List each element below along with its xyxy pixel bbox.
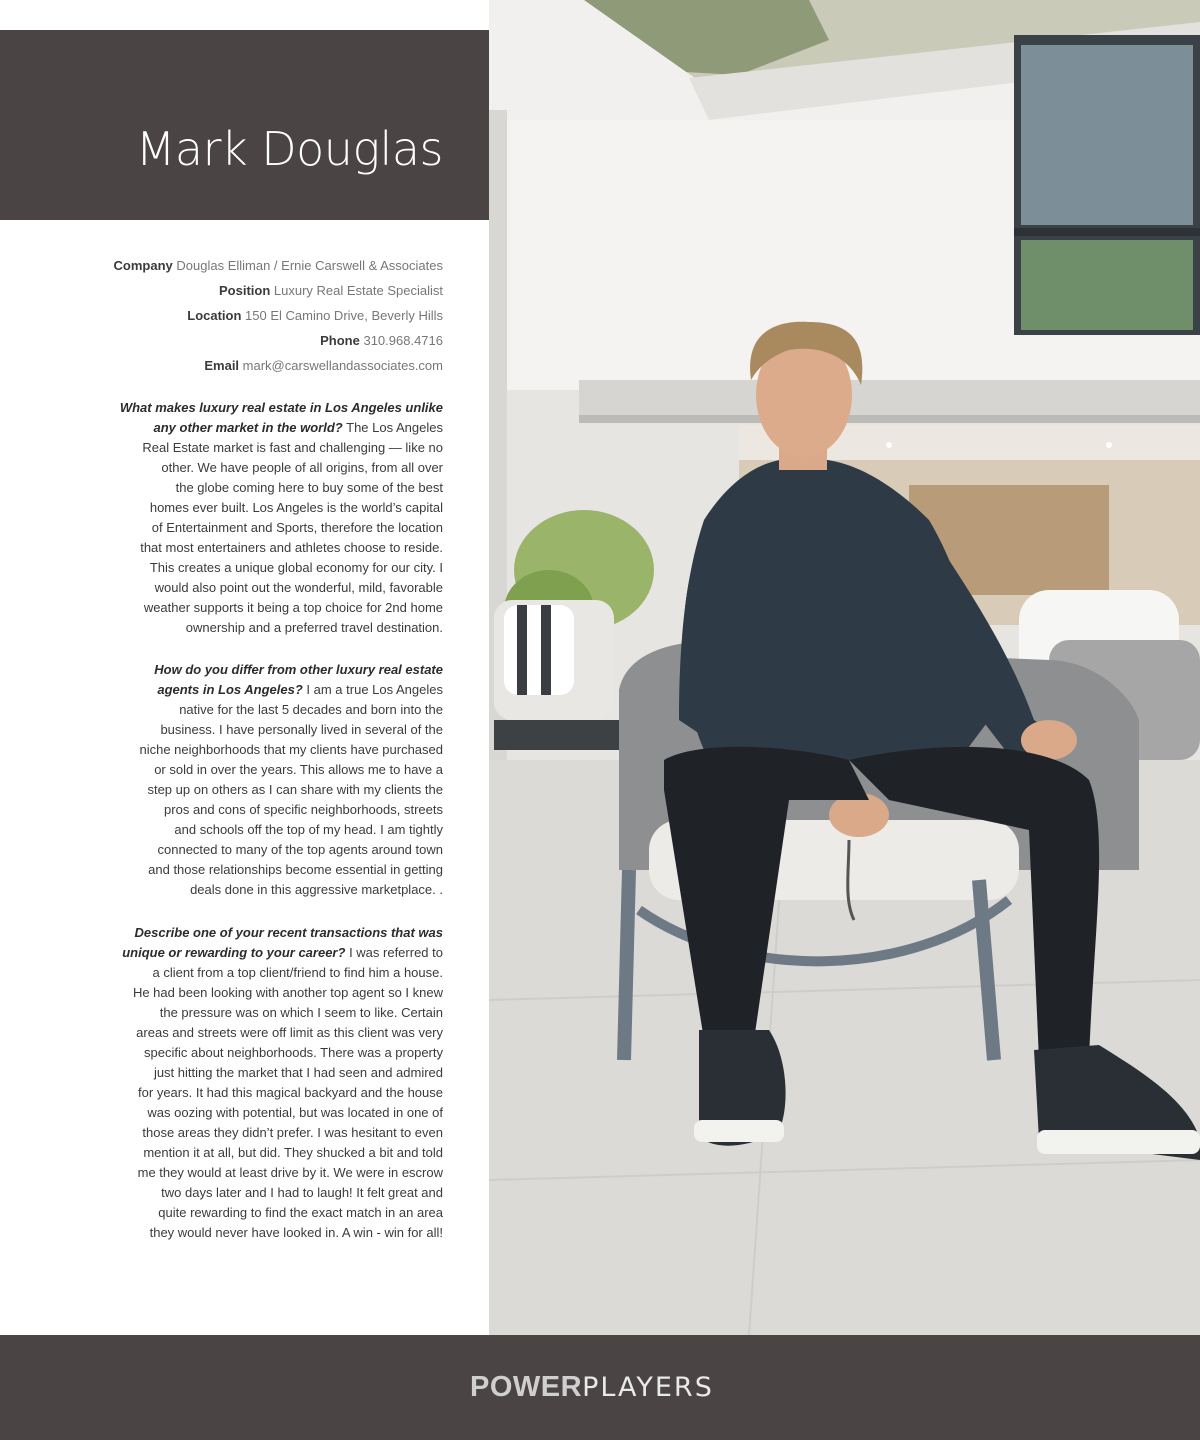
answer-line: specific about neighborhoods. There was a property: [144, 1045, 443, 1060]
answer-line: weather supports it being a top choice for 2nd home: [143, 600, 443, 615]
contact-block: [60, 253, 443, 378]
answer-line: ownership and a preferred travel destination.: [185, 620, 443, 635]
answer-line: step up on others as I can share with my clients the: [147, 782, 443, 797]
answer-line: those areas they didn’t prefer. I was hesitant to even: [142, 1125, 443, 1140]
contact-label: Company: [113, 258, 173, 273]
answer-line: they would never have looked in. A win - win for all!: [149, 1225, 443, 1240]
answer-line: mention it at all, but did. They shucked a bit and told: [143, 1145, 443, 1160]
question-answer-line: [60, 418, 443, 438]
profile-name: Mark Douglas: [135, 122, 443, 176]
qa-block-3: [60, 923, 443, 1243]
contact-label: Email: [204, 358, 240, 373]
qa-block-1: [60, 398, 443, 638]
answer-line: the globe coming here to buy some of the best: [175, 480, 443, 495]
logo-light: PLAYERS: [582, 1372, 714, 1403]
answer-line: native for the last 5 decades and born into the: [179, 702, 443, 717]
contact-label: Position: [219, 283, 271, 298]
contact-location: [60, 303, 443, 328]
power-players-logo: [470, 1372, 714, 1403]
answer-line: that most entertainers and athletes choose to reside.: [140, 540, 443, 555]
answer-line: would also point out the wonderful, mild, favorable: [154, 580, 443, 595]
answer-line: This creates a unique global economy for our city. I: [149, 560, 443, 575]
contact-label: Location: [187, 308, 242, 323]
answer-line: connected to many of the top agents around town: [157, 842, 443, 857]
answer-line: other. We have people of all origins, from all over: [161, 460, 443, 475]
logo-bold: POWER: [470, 1371, 583, 1403]
portrait-photo: [489, 0, 1200, 1335]
name-banner: [0, 30, 489, 220]
answer-line: pros and cons of specific neighborhoods, streets: [164, 802, 443, 817]
answer-line: deals done in this aggressive marketplace. .: [190, 882, 443, 897]
answer-line: Real Estate market is fast and challenging — like no: [142, 440, 443, 455]
profile-column: [0, 0, 489, 1335]
answer-line: me they would at least drive by it. We were in escrow: [137, 1165, 443, 1180]
question-line: agents in Los Angeles?: [157, 682, 303, 697]
contact-phone: [60, 328, 443, 353]
contact-value: Luxury Real Estate Specialist: [273, 283, 443, 298]
qa-block-2: [60, 660, 443, 900]
question-line: any other market in the world?: [153, 420, 343, 435]
answer-line: and those relationships become essential in getting: [148, 862, 443, 877]
answer-line: was oozing with potential, but was located in one of: [147, 1105, 443, 1120]
answer-line: homes ever built. Los Angeles is the world’s capital: [149, 500, 443, 515]
answer-line: He had been looking with another top agent so I knew: [132, 985, 443, 1000]
question-line: unique or rewarding to your career?: [122, 945, 346, 960]
contact-value[interactable]: mark@carswellandassociates.com: [242, 358, 443, 373]
answer-line: of Entertainment and Sports, therefore the location: [151, 520, 443, 535]
answer-line: or sold in over the years. This allows me to have a: [154, 762, 443, 777]
answer-line: just hitting the market that I had seen and admired: [153, 1065, 443, 1080]
answer-line: areas and streets were off limit as this client was very: [136, 1025, 443, 1040]
answer-line: niche neighborhoods that my clients have purchased: [139, 742, 443, 757]
contact-position: [60, 278, 443, 303]
answer-line: a client from a top client/friend to find him a house.: [152, 965, 443, 980]
question-answer-line: [60, 943, 443, 963]
answer-text: I was referred to: [349, 945, 443, 960]
question-answer-line: [60, 680, 443, 700]
answer-line: the pressure was on which I seem to like. Certain: [159, 1005, 443, 1020]
contact-value: 150 El Camino Drive, Beverly Hills: [245, 308, 443, 323]
question-line: How do you differ from other luxury real estate: [154, 662, 443, 677]
answer-text: I am a true Los Angeles: [306, 682, 443, 697]
contact-value: Douglas Elliman / Ernie Carswell & Associates: [176, 258, 443, 273]
contact-company: [60, 253, 443, 278]
question-line: Describe one of your recent transactions that was: [134, 925, 443, 940]
answer-line: quite rewarding to find the exact match in an area: [158, 1205, 443, 1220]
contact-email: [60, 353, 443, 378]
answer-text: The Los Angeles: [346, 420, 443, 435]
answer-line: and schools off the top of my head. I am tightly: [174, 822, 443, 837]
answer-line: two days later and I had to laugh! It felt great and: [161, 1185, 443, 1200]
answer-line: business. I have personally lived in several of the: [160, 722, 443, 737]
contact-value[interactable]: 310.968.4716: [363, 333, 443, 348]
contact-label: Phone: [320, 333, 360, 348]
answer-line: for years. It had this magical backyard and the house: [138, 1085, 443, 1100]
question-line: What makes luxury real estate in Los Angeles unlike: [119, 400, 443, 415]
